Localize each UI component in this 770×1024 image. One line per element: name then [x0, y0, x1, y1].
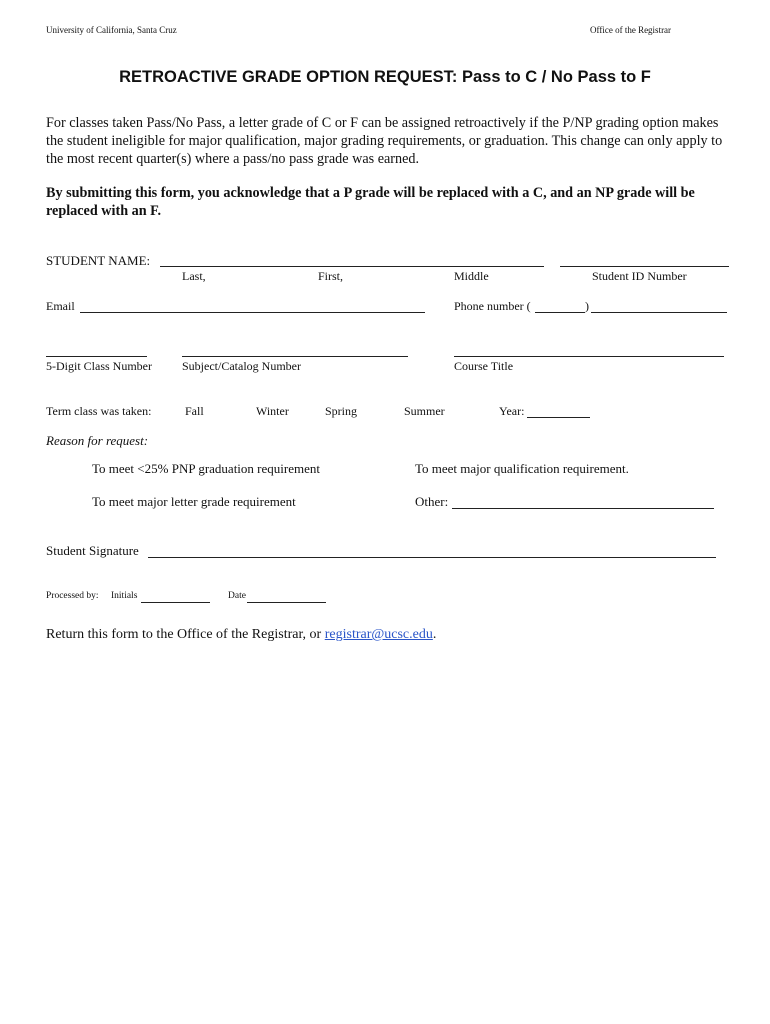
reason-option-pnp[interactable]: To meet <25% PNP graduation requirement: [92, 461, 320, 476]
initials-label: Initials: [111, 591, 138, 601]
term-option-summer[interactable]: Summer: [404, 404, 445, 418]
student-name-label: STUDENT NAME:: [46, 253, 151, 268]
return-text: Return this form to the Office of the Registrar, or: [46, 627, 322, 642]
form-title: RETROACTIVE GRADE OPTION REQUEST: Pass to C / No Pass to F: [119, 68, 651, 86]
acknowledgement-text: By submitting this form, you acknowledge that a P grade will be replaced with a C, and an NP grade will be replaced with an F.: [46, 185, 695, 219]
subject-catalog-caption: Subject/Catalog Number: [182, 359, 301, 373]
course-title-caption: Course Title: [454, 359, 514, 373]
processed-by-label: Processed by:: [46, 591, 99, 601]
phone-area-code-field[interactable]: [535, 312, 585, 313]
class-number-field[interactable]: [46, 356, 147, 357]
reason-label: Reason for request:: [46, 433, 149, 448]
term-option-winter[interactable]: Winter: [256, 404, 289, 418]
reason-option-major-letter-grade[interactable]: To meet major letter grade requirement: [92, 494, 296, 509]
signature-field[interactable]: [148, 557, 716, 558]
email-field[interactable]: [80, 312, 425, 313]
date-field[interactable]: [247, 602, 326, 603]
middle-name-caption: Middle: [454, 269, 489, 283]
email-label: Email: [46, 299, 75, 313]
other-reason-field[interactable]: [452, 508, 714, 509]
intro-paragraph: For classes taken Pass/No Pass, a letter grade of C or F can be assigned retroactively if the P/NP grading option makes the student ineligible for major qualification, major grading requirements, or graduation. This change can only apply to the most recent quarter(s) where a pass/no pass grade was earned.: [46, 115, 723, 167]
header-institution: University of California, Santa Cruz: [46, 25, 177, 35]
reason-option-other[interactable]: Other:: [415, 494, 449, 509]
course-title-field[interactable]: [454, 356, 724, 357]
return-instructions: [46, 627, 436, 643]
term-label: Term class was taken:: [46, 404, 152, 418]
date-label: Date: [228, 591, 246, 601]
year-label: Year:: [499, 404, 525, 418]
student-id-field[interactable]: [560, 266, 729, 267]
phone-label: Phone number (: [454, 299, 531, 313]
initials-field[interactable]: [141, 602, 210, 603]
class-number-caption: 5-Digit Class Number: [46, 359, 152, 373]
reason-option-major-qualification[interactable]: To meet major qualification requirement.: [415, 461, 629, 476]
term-option-fall[interactable]: Fall: [185, 404, 204, 418]
last-name-caption: Last,: [182, 269, 206, 283]
subject-catalog-field[interactable]: [182, 356, 408, 357]
signature-label: Student Signature: [46, 543, 139, 558]
year-field[interactable]: [527, 417, 590, 418]
registrar-email-link[interactable]: registrar@ucsc.edu: [324, 627, 433, 642]
term-option-spring[interactable]: Spring: [325, 404, 358, 418]
student-id-caption: Student ID Number: [592, 269, 687, 283]
first-name-caption: First,: [318, 269, 344, 283]
return-period: .: [432, 627, 437, 642]
phone-close-paren: ): [585, 299, 589, 313]
student-name-field[interactable]: [160, 266, 544, 267]
phone-number-field[interactable]: [591, 312, 727, 313]
header-office: Office of the Registrar: [590, 25, 672, 35]
